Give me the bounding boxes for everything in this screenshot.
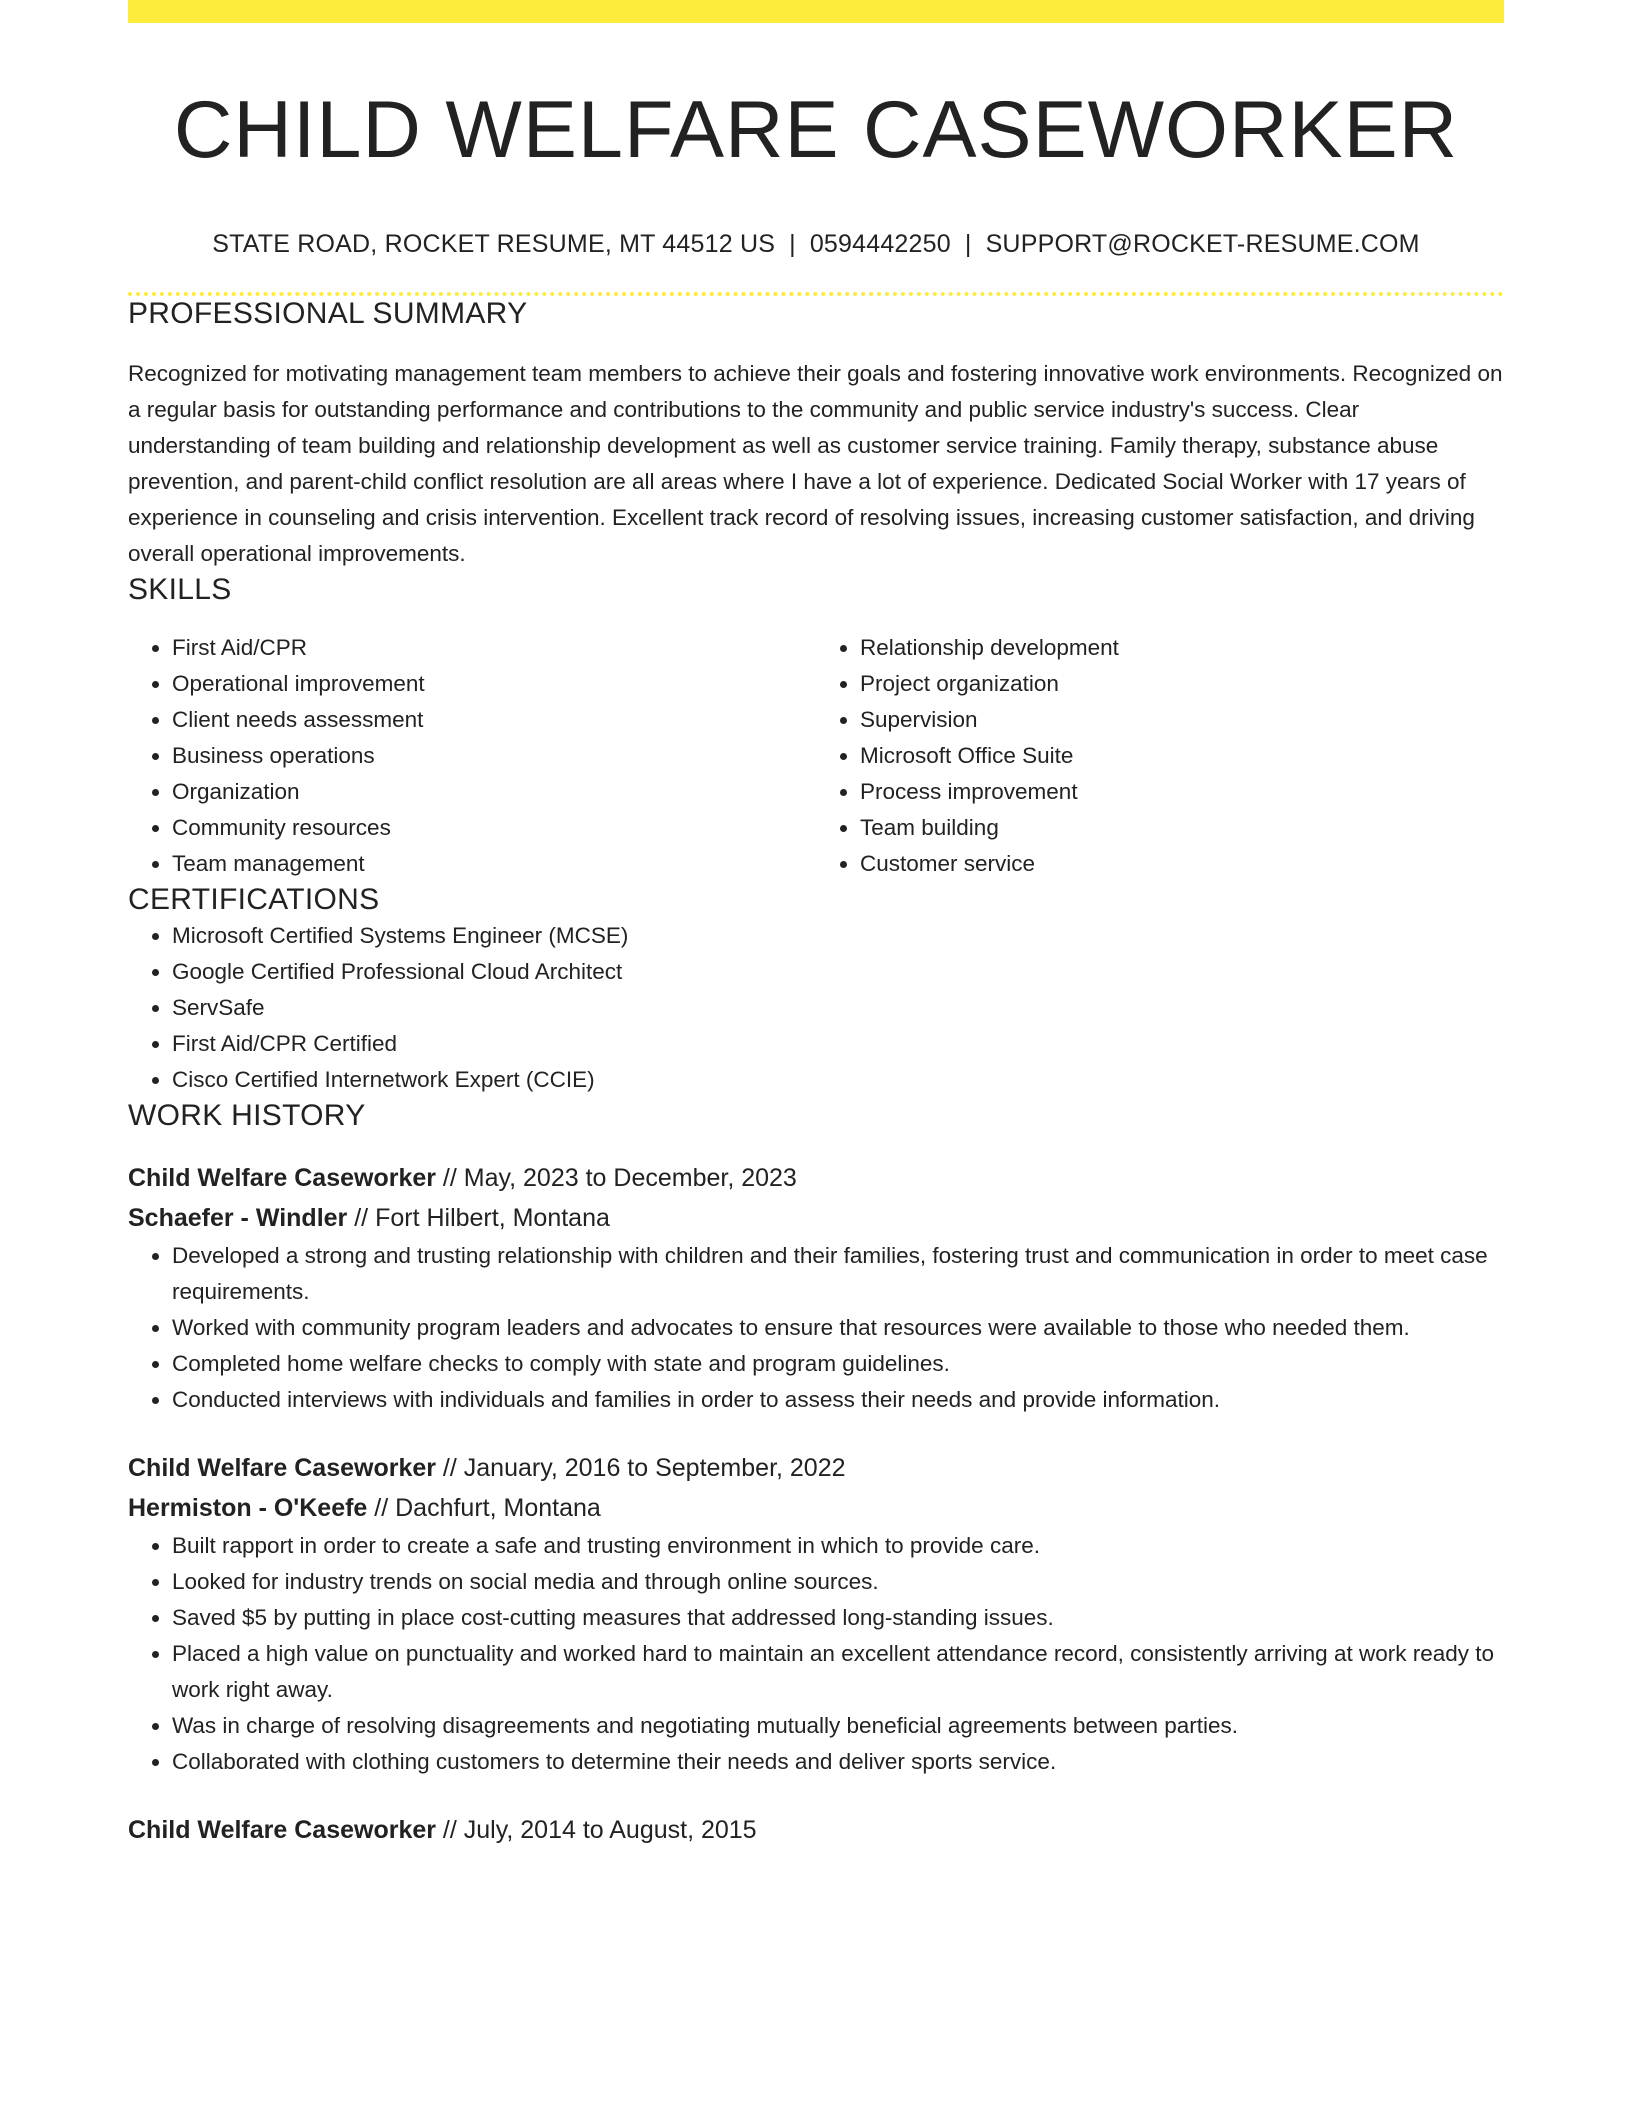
job-title-line (128, 1158, 1504, 1198)
skill-item: • Client needs assessment (172, 702, 816, 738)
contact-address: STATE ROAD, ROCKET RESUME, MT 44512 US (212, 230, 776, 258)
job-dates: // May, 2023 to December, 2023 (435, 1164, 797, 1192)
skill-item: • Team management (172, 846, 816, 882)
job-entry (128, 1810, 1504, 1850)
work-history-heading: WORK HISTORY (128, 1099, 366, 1132)
job-duty: • Looked for industry trends on social media and through online sources. (172, 1564, 1504, 1600)
job-entry (128, 1448, 1504, 1780)
job-dates: // July, 2014 to August, 2015 (435, 1816, 757, 1844)
skill-item: • Business operations (172, 738, 816, 774)
skills-heading: SKILLS (128, 573, 232, 606)
skill-item: • Team building (860, 810, 1504, 846)
certifications-heading: CERTIFICATIONS (128, 883, 380, 916)
job-location: // Dachfurt, Montana (367, 1494, 601, 1522)
job-duties-list (128, 1238, 1504, 1418)
job-duty: • Conducted interviews with individuals and families in order to assess their needs and provide information. (172, 1382, 1504, 1418)
skill-item: • Microsoft Office Suite (860, 738, 1504, 774)
job-title: Child Welfare Caseworker (128, 1454, 436, 1482)
contact-email[interactable]: SUPPORT@ROCKET-RESUME.COM (985, 230, 1420, 258)
job-duties-list (128, 1528, 1504, 1780)
skill-item: • Customer service (860, 846, 1504, 882)
resume-page (128, 0, 1504, 1850)
certification-item: • Google Certified Professional Cloud Architect (172, 954, 1504, 990)
job-title: Child Welfare Caseworker (128, 1816, 436, 1844)
certifications-list (128, 918, 1504, 1098)
job-company-line (128, 1198, 1504, 1238)
skills-list-left (128, 630, 816, 882)
skill-item: • First Aid/CPR (172, 630, 816, 666)
summary-heading: PROFESSIONAL SUMMARY (128, 297, 528, 330)
skill-item: • Operational improvement (172, 666, 816, 702)
job-title-line (128, 1810, 1504, 1850)
job-location: // Fort Hilbert, Montana (347, 1204, 610, 1232)
summary-text: Recognized for motivating management team members to achieve their goals and fostering innovative work environments. Recognized on a regular basis for outstanding performance and contributions to the community and public service industry's success. Clear understanding of team building and relationship development as well as customer service training. Family therapy, substance abuse prevention, and parent-child conflict resolution are all areas where I have a lot of experience. Dedicated Social Worker with 17 years of experience in counseling and crisis intervention. Excellent track record of resolving issues, increasing customer satisfaction, and driving overall operational improvements. (128, 361, 1503, 566)
contact-line (128, 228, 1504, 260)
skill-item: • Relationship development (860, 630, 1504, 666)
contact-separator: | (964, 230, 972, 258)
skill-item: • Process improvement (860, 774, 1504, 810)
job-duty: • Worked with community program leaders and advocates to ensure that resources were available to those who needed them. (172, 1310, 1504, 1346)
job-company: Hermiston - O'Keefe (128, 1494, 368, 1522)
contact-phone[interactable]: 0594442250 (809, 230, 951, 258)
job-duty: • Developed a strong and trusting relationship with children and their families, fostering trust and communication in order to meet case requirements. (172, 1238, 1504, 1310)
certification-item: • First Aid/CPR Certified (172, 1026, 1504, 1062)
job-duty: • Placed a high value on punctuality and worked hard to maintain an excellent attendance record, consistently arriving at work ready to work right away. (172, 1636, 1504, 1708)
job-duty: • Was in charge of resolving disagreements and negotiating mutually beneficial agreements between parties. (172, 1708, 1504, 1744)
job-duty: • Completed home welfare checks to comply with state and program guidelines. (172, 1346, 1504, 1382)
resume-title: CHILD WELFARE CASEWORKER (173, 85, 1459, 175)
skill-item: • Community resources (172, 810, 816, 846)
job-company-line (128, 1488, 1504, 1528)
job-dates: // January, 2016 to September, 2022 (435, 1454, 846, 1482)
certification-item: • ServSafe (172, 990, 1504, 1026)
job-duty: • Collaborated with clothing customers to determine their needs and deliver sports service. (172, 1744, 1504, 1780)
certification-item: • Microsoft Certified Systems Engineer (MCSE) (172, 918, 1504, 954)
skill-item: • Project organization (860, 666, 1504, 702)
skills-list-right (816, 630, 1504, 882)
job-title-line (128, 1448, 1504, 1488)
job-entry (128, 1158, 1504, 1418)
skill-item: • Organization (172, 774, 816, 810)
contact-separator: | (789, 230, 796, 258)
skills-columns (128, 630, 1504, 882)
job-company: Schaefer - Windler (128, 1204, 348, 1232)
job-title: Child Welfare Caseworker (128, 1164, 436, 1192)
job-duty: • Saved $5 by putting in place cost-cutting measures that addressed long-standing issues. (172, 1600, 1504, 1636)
certification-item: • Cisco Certified Internetwork Expert (CCIE) (172, 1062, 1504, 1098)
skill-item: • Supervision (860, 702, 1504, 738)
job-duty: • Built rapport in order to create a safe and trusting environment in which to provide care. (172, 1528, 1504, 1564)
